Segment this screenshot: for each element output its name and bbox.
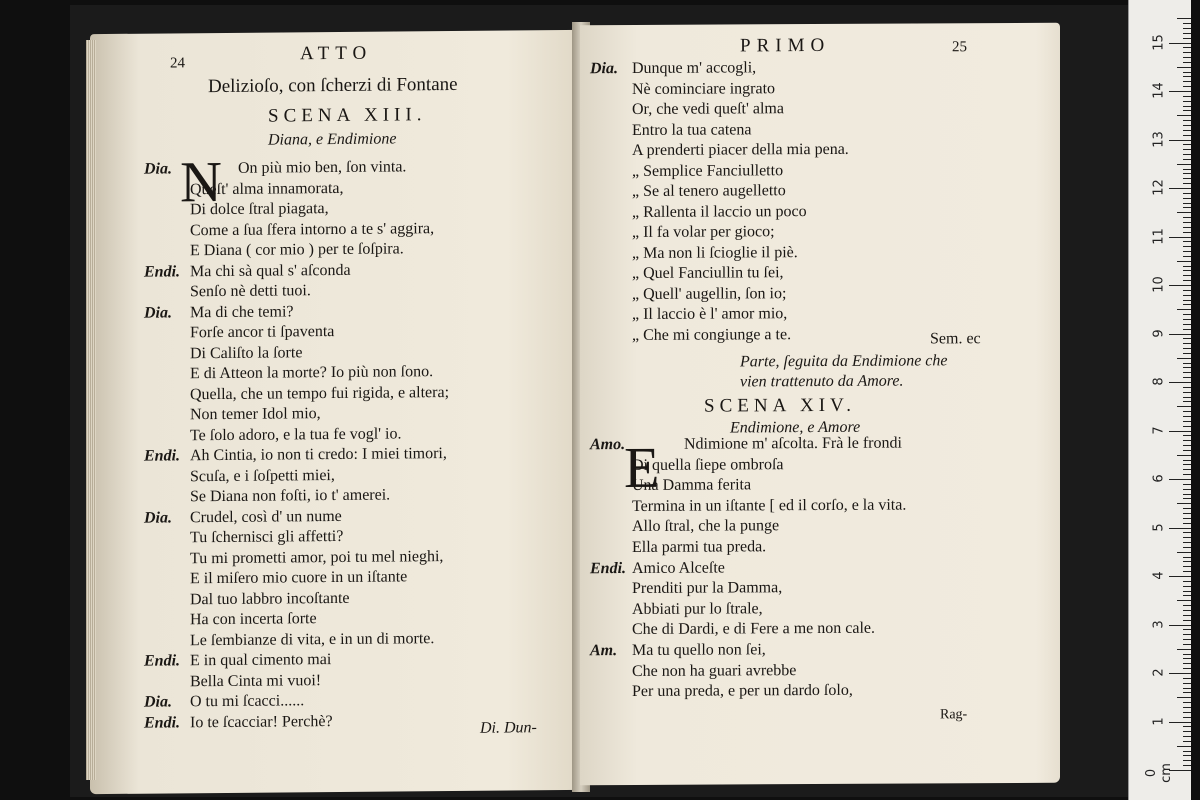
ruler-tick <box>1183 280 1191 281</box>
verse-line: Amico Alceſte <box>632 559 725 577</box>
ruler-tick <box>1183 532 1191 533</box>
ruler-tick <box>1183 275 1191 276</box>
ruler-tick <box>1169 528 1191 529</box>
ruler-number: 7 <box>1151 425 1167 435</box>
ruler-number: 2 <box>1151 668 1167 677</box>
ruler-tick <box>1177 746 1191 747</box>
verse-line: Senſo nè detti tuoi. <box>190 282 311 301</box>
verse-line: Se Diana non foſti, io t' amerei. <box>190 486 391 506</box>
verse-line: E in qual cimento mai <box>190 651 332 670</box>
ruler-tick <box>1183 561 1191 562</box>
speaker-label: Dia. <box>144 160 172 178</box>
ruler-tick <box>1183 605 1191 606</box>
ruler-number: 5 <box>1151 522 1167 532</box>
ruler-tick <box>1183 440 1191 441</box>
speaker-label: Dia. <box>590 60 618 78</box>
verse-line: Nè cominciare ingrato <box>632 79 776 98</box>
ruler-tick <box>1183 726 1191 727</box>
ruler-tick <box>1183 702 1191 703</box>
ruler-tick <box>1169 140 1191 141</box>
ruler-number: 1 <box>1151 716 1167 726</box>
verse-line: Le ſembianze di vita, e in un di morte. <box>190 629 435 649</box>
ruler-tick <box>1183 464 1191 465</box>
ruler-tick <box>1183 474 1191 475</box>
ruler-tick <box>1183 144 1191 145</box>
speaker-label: Am. <box>590 642 618 660</box>
verse-line: Dal tuo labbro incoſtante <box>190 589 350 608</box>
catchword: Rag- <box>940 707 968 723</box>
left-page <box>90 30 580 794</box>
ruler-tick <box>1183 760 1191 761</box>
catchword: Di. Dun- <box>480 719 537 737</box>
verse-line: Che di Dardi, e di Fere a me non cale. <box>632 620 876 639</box>
ruler-tick <box>1177 455 1191 456</box>
verse-line: Abbiati pur lo ſtrale, <box>632 600 763 618</box>
ruler-tick <box>1183 392 1191 393</box>
ruler-tick <box>1183 566 1191 567</box>
ruler-tick <box>1183 426 1191 427</box>
ruler-tick <box>1183 241 1191 242</box>
ruler-tick <box>1183 469 1191 470</box>
ruler-tick <box>1183 363 1191 364</box>
ruler-tick <box>1183 193 1191 194</box>
ruler-tick <box>1183 513 1191 514</box>
ruler-tick <box>1183 644 1191 645</box>
ruler-tick <box>1183 130 1191 131</box>
ruler-tick <box>1183 251 1191 252</box>
page-edge <box>86 40 96 780</box>
ruler-tick <box>1183 586 1191 587</box>
ruler-tick <box>1183 397 1191 398</box>
ruler-tick <box>1177 212 1191 213</box>
verse-line: „ Quell' augellin, ſon io; <box>632 284 787 303</box>
verse-line: E il miſero mio cuore in un iſtante <box>190 568 408 588</box>
ruler-tick <box>1183 38 1191 39</box>
ruler-tick <box>1183 300 1191 301</box>
verse-line: „ Il fa volar per gioco; <box>632 223 775 241</box>
ruler-tick <box>1183 484 1191 485</box>
ruler-tick <box>1183 435 1191 436</box>
setting-line: Delizioſo, con ſcherzi di Fontane <box>208 73 458 98</box>
ruler-tick <box>1169 91 1191 92</box>
ruler-tick <box>1183 372 1191 373</box>
verse-line: „ Quel Fanciullin tu ſei, <box>632 264 784 282</box>
ruler-tick <box>1183 338 1191 339</box>
verse-line: E di Atteon la morte? Io più non ſono. <box>190 363 434 383</box>
verse-line: Per una preda, e per un dardo ſolo, <box>632 682 853 701</box>
ruler-tick <box>1169 673 1191 674</box>
drop-cap: N <box>180 148 222 215</box>
ruler-tick <box>1183 629 1191 630</box>
ruler-tick <box>1177 18 1191 19</box>
ruler-tick <box>1183 154 1191 155</box>
verse-line: Scuſa, e i ſoſpetti miei, <box>190 466 335 485</box>
ruler-tick <box>1183 96 1191 97</box>
ruler-tick <box>1177 67 1191 68</box>
ruler-tick <box>1183 319 1191 320</box>
verse-line: O tu mi ſcacci...... <box>190 692 305 711</box>
verse-line: „ Ma non li ſcioglie il piè. <box>632 243 798 262</box>
speaker-label: Dia. <box>144 508 172 527</box>
verse-line: „ Se al tenero augelletto <box>632 182 786 200</box>
ruler-tick <box>1183 57 1191 58</box>
ruler-tick <box>1169 722 1191 723</box>
verse-line: Ma tu quello non ſei, <box>632 641 766 659</box>
ruler-tick <box>1183 755 1191 756</box>
ruler-tick <box>1183 343 1191 344</box>
ruler-tick <box>1183 615 1191 616</box>
ruler-tick <box>1183 173 1191 174</box>
ruler-number: 6 <box>1151 474 1167 483</box>
ruler-tick <box>1169 188 1191 189</box>
measurement-ruler <box>1128 0 1191 800</box>
ruler-tick <box>1169 334 1191 335</box>
ruler-tick <box>1183 634 1191 635</box>
verse-line: Ella parmi tua preda. <box>632 538 767 556</box>
ruler-tick <box>1183 518 1191 519</box>
verse-line: Quella, che un tempo fui rigida, e altera; <box>190 383 450 403</box>
ruler-tick <box>1177 649 1191 650</box>
verse-line: Forſe ancor ti ſpaventa <box>190 323 335 342</box>
ruler-tick <box>1183 692 1191 693</box>
ruler-tick <box>1183 246 1191 247</box>
ruler-number: 4 <box>1151 571 1167 580</box>
verse-line: Di Caliſto la ſorte <box>190 343 303 362</box>
right-page <box>580 23 1060 786</box>
verse-line: Ma di che temi? <box>190 302 294 321</box>
ruler-tick <box>1183 460 1191 461</box>
verse-line: Bella Cinta mi vuoi! <box>190 671 322 690</box>
ruler-tick <box>1177 503 1191 504</box>
ruler-tick <box>1183 595 1191 596</box>
verse-line: Queſt' alma innamorata, <box>190 179 344 198</box>
ruler-tick <box>1177 261 1191 262</box>
verse-line: Che non ha guari avrebbe <box>632 661 797 680</box>
ruler-tick <box>1177 600 1191 601</box>
ruler-tick <box>1177 697 1191 698</box>
ruler-tick <box>1183 353 1191 354</box>
ruler-tick <box>1183 557 1191 558</box>
ruler-tick <box>1183 367 1191 368</box>
ruler-tick <box>1183 571 1191 572</box>
verse-line: Come a ſua ſfera intorno a te s' aggira, <box>190 219 435 239</box>
speaker-label: Endi. <box>144 713 181 732</box>
ruler-number: 14 <box>1151 82 1167 99</box>
ruler-tick <box>1183 741 1191 742</box>
speaker-label: Dia. <box>144 303 172 322</box>
ruler-number: 9 <box>1151 328 1167 338</box>
ruler-tick <box>1183 290 1191 291</box>
ruler-tick <box>1183 149 1191 150</box>
ruler-tick <box>1183 178 1191 179</box>
verse-line: Te ſolo adoro, e la tua fe vogl' io. <box>190 424 402 444</box>
ruler-tick <box>1183 120 1191 121</box>
ruler-tick <box>1183 125 1191 126</box>
ruler-tick <box>1183 62 1191 63</box>
ruler-tick <box>1183 736 1191 737</box>
verse-line: „ Rallenta il laccio un poco <box>632 202 807 221</box>
ruler-tick <box>1183 217 1191 218</box>
ruler-tick <box>1183 270 1191 271</box>
ruler-tick <box>1169 431 1191 432</box>
verse-line: Ndimione m' aſcolta. Frà le frondi <box>684 434 902 453</box>
ruler-tick <box>1183 86 1191 87</box>
ruler-number: 8 <box>1151 377 1167 386</box>
ruler-tick <box>1183 494 1191 495</box>
ruler-tick <box>1183 101 1191 102</box>
stage-direction: vien trattenuto da Amore. <box>740 372 904 391</box>
ruler-tick <box>1183 256 1191 257</box>
ruler-number: 13 <box>1151 130 1167 148</box>
ruler-tick <box>1177 358 1191 359</box>
ruler-tick <box>1183 28 1191 29</box>
ruler-tick <box>1169 43 1191 44</box>
page-number: 24 <box>170 55 185 72</box>
verse-line: Ah Cintia, io non ti credo: I miei timori, <box>190 445 447 465</box>
running-header: PRIMO <box>740 34 831 57</box>
ruler-tick <box>1183 688 1191 689</box>
ruler-tick <box>1183 169 1191 170</box>
verse-line: Ha con incerta ſorte <box>190 610 317 629</box>
ruler-tick <box>1183 227 1191 228</box>
ruler-tick <box>1183 324 1191 325</box>
running-header: ATTO <box>300 42 373 65</box>
ruler-tick <box>1183 678 1191 679</box>
ruler-number: 15 <box>1151 33 1167 51</box>
speaker-label: Dia. <box>144 693 172 711</box>
ruler-tick <box>1183 498 1191 499</box>
ruler-tick <box>1183 314 1191 315</box>
ruler-tick <box>1183 135 1191 136</box>
verse-line: Di dolce ſtral piagata, <box>190 200 329 219</box>
ruler-tick <box>1169 237 1191 238</box>
ruler-tick <box>1183 295 1191 296</box>
verse-line: „ Che mi congiunge a te. <box>632 325 792 344</box>
verse-line: Prenditi pur la Damma, <box>632 579 783 598</box>
verse-line: Dunque m' accogli, <box>632 59 757 77</box>
ruler-tick <box>1183 76 1191 77</box>
ruler-tick <box>1183 668 1191 669</box>
ruler-tick <box>1183 401 1191 402</box>
ruler-tick <box>1183 445 1191 446</box>
ruler-tick <box>1183 232 1191 233</box>
ruler-tick <box>1183 639 1191 640</box>
ruler-tick <box>1183 658 1191 659</box>
ruler-tick <box>1183 110 1191 111</box>
scene-characters: Diana, e Endimione <box>268 130 397 149</box>
ruler-tick <box>1183 765 1191 766</box>
verse-line: Entro la tua catena <box>632 120 752 139</box>
ruler-tick <box>1169 285 1191 286</box>
verse-line: Or, che vedi queſt' alma <box>632 100 784 118</box>
ruler-tick <box>1183 547 1191 548</box>
ruler-tick <box>1183 23 1191 24</box>
ruler-tick <box>1183 581 1191 582</box>
ruler-tick <box>1183 731 1191 732</box>
ruler-tick <box>1183 203 1191 204</box>
ruler-tick <box>1183 377 1191 378</box>
ruler-tick <box>1183 707 1191 708</box>
scene-characters: Endimione, e Amore <box>730 418 861 437</box>
verse-line: Una Damma ferita <box>632 476 752 495</box>
ruler-tick <box>1183 348 1191 349</box>
ruler-tick <box>1183 329 1191 330</box>
ruler-tick <box>1183 106 1191 107</box>
speaker-label: Amo. <box>590 436 626 454</box>
ruler-tick <box>1177 552 1191 553</box>
ruler-tick <box>1169 479 1191 480</box>
ruler-tick <box>1183 207 1191 208</box>
ruler-tick <box>1183 222 1191 223</box>
ruler-tick <box>1183 72 1191 73</box>
verse-line: Io te ſcacciar! Perchè? <box>190 712 333 731</box>
verse-line: Allo ſtral, che la punge <box>632 517 780 536</box>
verse-line: „ Il laccio è l' amor mio, <box>632 305 788 323</box>
ruler-tick <box>1183 683 1191 684</box>
ruler-tick <box>1183 266 1191 267</box>
ruler-tick <box>1183 52 1191 53</box>
ruler-tick <box>1177 164 1191 165</box>
ruler-tick <box>1183 542 1191 543</box>
page-number: 25 <box>952 39 967 56</box>
ruler-tick <box>1183 751 1191 752</box>
scene-title: SCENA XIII. <box>268 104 427 127</box>
verse-line: A prenderti piacer della mia pena. <box>632 140 849 159</box>
speaker-label: Endi. <box>144 447 181 465</box>
speaker-label: Endi. <box>144 262 181 281</box>
ruler-tick <box>1183 198 1191 199</box>
ruler-tick <box>1183 508 1191 509</box>
ruler-tick <box>1183 654 1191 655</box>
drop-cap: E <box>624 434 660 501</box>
verse-line: Tu ſchernisci gli affetti? <box>190 527 344 547</box>
ruler-tick <box>1183 47 1191 48</box>
ruler-tick <box>1177 309 1191 310</box>
scene-title: SCENA XIV. <box>704 394 857 417</box>
verse-line: „ Semplice Fanciulletto <box>632 161 784 180</box>
ruler-tick <box>1183 421 1191 422</box>
ruler-tick <box>1177 115 1191 116</box>
ruler-tick <box>1183 712 1191 713</box>
verse-line: On più mio ben, ſon vinta. <box>238 158 407 177</box>
ruler-tick <box>1169 576 1191 577</box>
ruler-tick <box>1183 304 1191 305</box>
ruler-tick <box>1183 537 1191 538</box>
ruler-tick <box>1183 620 1191 621</box>
verse-line: Crudel, così d' un nume <box>190 507 342 526</box>
ruler-number: 3 <box>1151 619 1167 629</box>
ruler-tick <box>1183 416 1191 417</box>
ruler-tick <box>1183 387 1191 388</box>
ruler-tick <box>1169 625 1191 626</box>
ruler-tick <box>1183 81 1191 82</box>
verse-line: Termina in un iſtante [ ed il corſo, e la vita. <box>632 496 907 515</box>
ruler-tick <box>1183 610 1191 611</box>
ruler-tick <box>1183 33 1191 34</box>
verse-line: Di quella ſiepe ombroſa <box>632 455 784 474</box>
ruler-tick <box>1183 450 1191 451</box>
ruler-number: 10 <box>1151 276 1167 293</box>
ruler-tick <box>1183 717 1191 718</box>
ruler-tick <box>1183 591 1191 592</box>
ruler-unit-label: 0 cm <box>1144 763 1174 783</box>
ruler-tick <box>1183 489 1191 490</box>
ruler-tick <box>1183 411 1191 412</box>
ruler-tick <box>1183 663 1191 664</box>
verse-line: E Diana ( cor mio ) per te ſoſpira. <box>190 240 404 260</box>
speaker-label: Endi. <box>144 652 181 670</box>
verse-line: Non temer Idol mio, <box>190 405 321 424</box>
ruler-tick <box>1177 406 1191 407</box>
ruler-number: 11 <box>1151 227 1167 245</box>
ruler-tick <box>1183 159 1191 160</box>
ruler-number: 12 <box>1151 179 1167 196</box>
ruler-tick <box>1169 382 1191 383</box>
ruler-tick <box>1183 183 1191 184</box>
verse-line: Tu mi prometti amor, poi tu mel nieghi, <box>190 547 444 567</box>
stage-direction: Parte, ſeguita da Endimione che <box>740 352 948 371</box>
ruler-tick <box>1183 523 1191 524</box>
repeat-mark: Sem. ec <box>930 330 981 348</box>
speaker-label: Endi. <box>590 559 627 577</box>
verse-line: Ma chi sà qual s' aſconda <box>190 261 351 280</box>
